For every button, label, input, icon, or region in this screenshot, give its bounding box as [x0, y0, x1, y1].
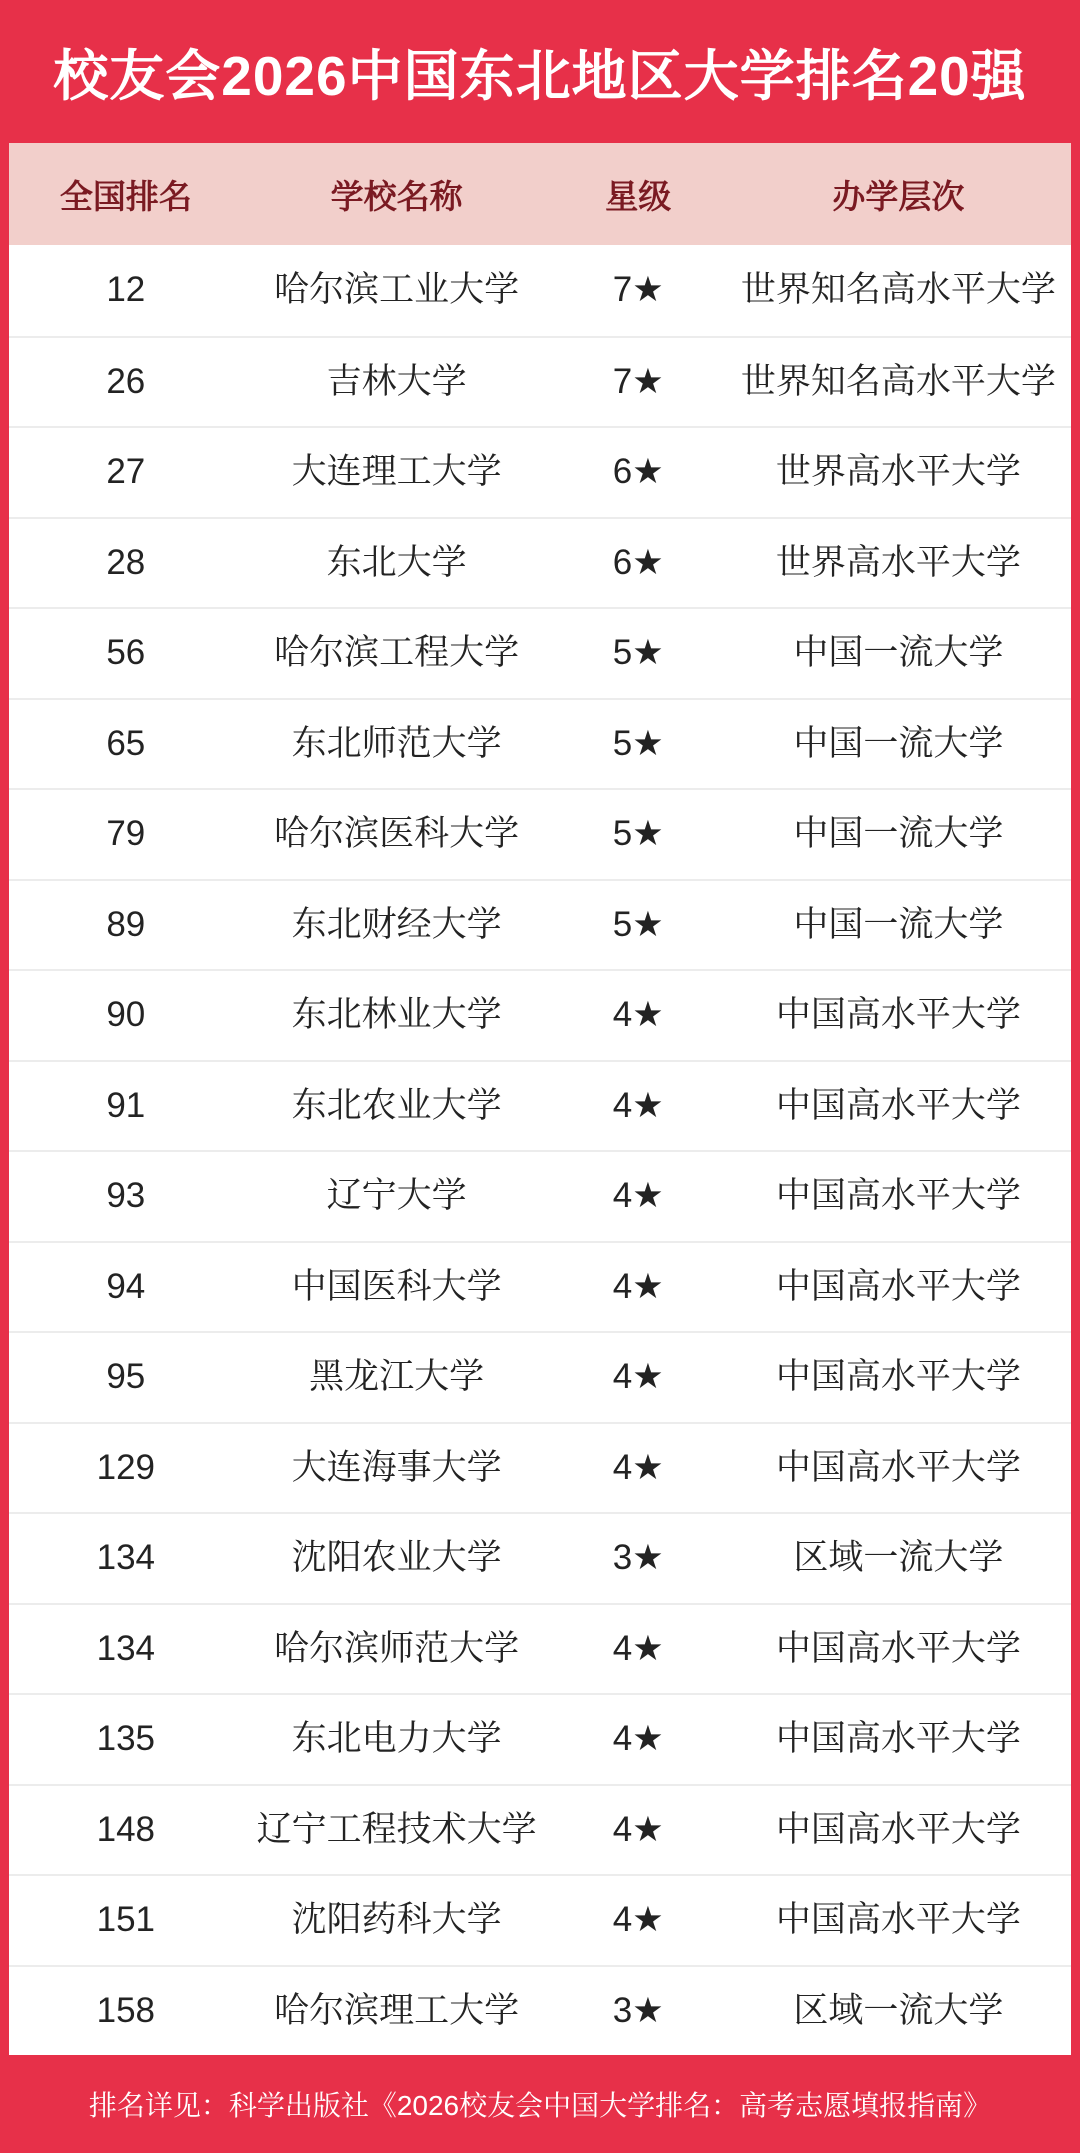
- school-name-cell: 东北林业大学: [291, 995, 502, 1034]
- level-cell: 中国一流大学: [793, 633, 1004, 672]
- school-name-cell: 黑龙江大学: [309, 1357, 485, 1396]
- level-cell: 中国高水平大学: [775, 1176, 1021, 1215]
- star-rating-cell: 4★: [612, 1357, 664, 1396]
- rank-cell: 26: [106, 361, 146, 401]
- rank-cell: 151: [96, 1900, 156, 1939]
- star-rating-cell: 4★: [612, 1900, 664, 1939]
- table-row: [9, 698, 1071, 789]
- school-name-cell: 哈尔滨理工大学: [274, 1990, 520, 2030]
- table-body: [9, 245, 1071, 2055]
- table-row: [9, 969, 1071, 1060]
- star-rating-cell: 4★: [612, 1809, 664, 1849]
- star-rating-cell: 7★: [612, 361, 664, 401]
- level-cell: 中国高水平大学: [775, 1900, 1021, 1939]
- table-row: [9, 1874, 1071, 1965]
- school-name-cell: 东北大学: [326, 542, 467, 582]
- rank-cell: 90: [106, 995, 146, 1034]
- footer-note: 排名详见：科学出版社《2026校友会中国大学排名：高考志愿填报指南》: [88, 2090, 992, 2121]
- level-cell: 中国高水平大学: [775, 995, 1021, 1034]
- level-cell: 中国一流大学: [793, 723, 1004, 763]
- footer-banner: [0, 2055, 1080, 2153]
- star-rating-cell: 5★: [612, 814, 664, 853]
- star-rating-cell: 6★: [612, 542, 664, 582]
- school-name-cell: 东北财经大学: [291, 904, 502, 944]
- header-level: 办学层次: [832, 177, 965, 215]
- star-rating-cell: 4★: [612, 1628, 664, 1668]
- level-cell: 中国高水平大学: [775, 1719, 1021, 1758]
- school-name-cell: 吉林大学: [326, 361, 467, 401]
- star-rating-cell: 3★: [612, 1990, 664, 2030]
- header-star-rating: 星级: [605, 177, 672, 215]
- table-row: [9, 879, 1071, 970]
- school-name-cell: 哈尔滨工业大学: [274, 270, 520, 309]
- rank-cell: 12: [106, 270, 146, 309]
- table-row: [9, 1241, 1071, 1332]
- rank-cell: 28: [106, 542, 146, 582]
- table-row: [9, 1150, 1071, 1241]
- table-row: [9, 1693, 1071, 1784]
- star-rating-cell: 4★: [612, 1719, 664, 1758]
- rank-cell: 27: [106, 452, 146, 491]
- star-rating-cell: 5★: [612, 723, 664, 763]
- level-cell: 世界高水平大学: [775, 452, 1021, 491]
- star-rating-cell: 5★: [612, 633, 664, 672]
- header-school-name: 学校名称: [330, 177, 463, 215]
- rank-cell: 91: [106, 1085, 146, 1125]
- table-row: [9, 1965, 1071, 2056]
- school-name-cell: 哈尔滨师范大学: [274, 1628, 520, 1668]
- star-rating-cell: 4★: [612, 1447, 664, 1487]
- star-rating-cell: 4★: [612, 1085, 664, 1125]
- table-row: [9, 1060, 1071, 1151]
- rank-cell: 148: [96, 1809, 156, 1849]
- star-rating-cell: 7★: [612, 270, 664, 309]
- school-name-cell: 沈阳药科大学: [291, 1900, 502, 1939]
- level-cell: 中国高水平大学: [775, 1357, 1021, 1396]
- school-name-cell: 大连理工大学: [291, 452, 502, 491]
- star-rating-cell: 4★: [612, 995, 664, 1034]
- table-header-row: [9, 143, 1071, 245]
- level-cell: 世界知名高水平大学: [740, 270, 1056, 309]
- school-name-cell: 大连海事大学: [291, 1447, 502, 1487]
- school-name-cell: 东北师范大学: [291, 723, 502, 763]
- table-row: [9, 1784, 1071, 1875]
- table-row: [9, 517, 1071, 608]
- school-name-cell: 辽宁工程技术大学: [256, 1809, 537, 1849]
- table-row: [9, 1603, 1071, 1694]
- level-cell: 世界知名高水平大学: [740, 361, 1056, 401]
- header-rank: 全国排名: [59, 177, 192, 215]
- star-rating-cell: 4★: [612, 1176, 664, 1215]
- level-cell: 世界高水平大学: [775, 542, 1021, 582]
- level-cell: 中国高水平大学: [775, 1628, 1021, 1668]
- table-row: [9, 1331, 1071, 1422]
- table-row: [9, 336, 1071, 427]
- rank-cell: 134: [96, 1538, 156, 1577]
- rank-cell: 79: [106, 814, 146, 853]
- page-title: 校友会2026中国东北地区大学排名20强: [53, 45, 1027, 107]
- table-row: [9, 245, 1071, 336]
- level-cell: 中国高水平大学: [775, 1266, 1021, 1306]
- table-row: [9, 607, 1071, 698]
- school-name-cell: 东北电力大学: [291, 1719, 502, 1758]
- table-row: [9, 1512, 1071, 1603]
- rank-cell: 93: [106, 1176, 146, 1215]
- school-name-cell: 哈尔滨工程大学: [274, 633, 520, 672]
- level-cell: 区域一流大学: [793, 1538, 1004, 1577]
- rank-cell: 89: [106, 904, 146, 944]
- rank-cell: 135: [96, 1719, 156, 1758]
- star-rating-cell: 6★: [612, 452, 664, 491]
- title-banner: [0, 0, 1080, 143]
- star-rating-cell: 4★: [612, 1266, 664, 1306]
- school-name-cell: 东北农业大学: [291, 1085, 502, 1125]
- school-name-cell: 哈尔滨医科大学: [274, 814, 520, 853]
- rank-cell: 134: [96, 1628, 156, 1668]
- level-cell: 中国高水平大学: [775, 1447, 1021, 1487]
- school-name-cell: 中国医科大学: [291, 1266, 502, 1306]
- rank-cell: 94: [106, 1266, 146, 1306]
- level-cell: 中国高水平大学: [775, 1809, 1021, 1849]
- table-row: [9, 788, 1071, 879]
- rank-cell: 158: [96, 1990, 156, 2030]
- rank-cell: 56: [106, 633, 146, 672]
- star-rating-cell: 5★: [612, 904, 664, 944]
- level-cell: 区域一流大学: [793, 1990, 1004, 2030]
- ranking-table: [9, 143, 1071, 2055]
- level-cell: 中国高水平大学: [775, 1085, 1021, 1125]
- level-cell: 中国一流大学: [793, 814, 1004, 853]
- table-row: [9, 426, 1071, 517]
- rank-cell: 95: [106, 1357, 146, 1396]
- rank-cell: 129: [96, 1447, 156, 1487]
- school-name-cell: 沈阳农业大学: [291, 1538, 502, 1577]
- rank-cell: 65: [106, 723, 146, 763]
- star-rating-cell: 3★: [612, 1538, 664, 1577]
- level-cell: 中国一流大学: [793, 904, 1004, 944]
- table-row: [9, 1422, 1071, 1513]
- school-name-cell: 辽宁大学: [326, 1176, 467, 1215]
